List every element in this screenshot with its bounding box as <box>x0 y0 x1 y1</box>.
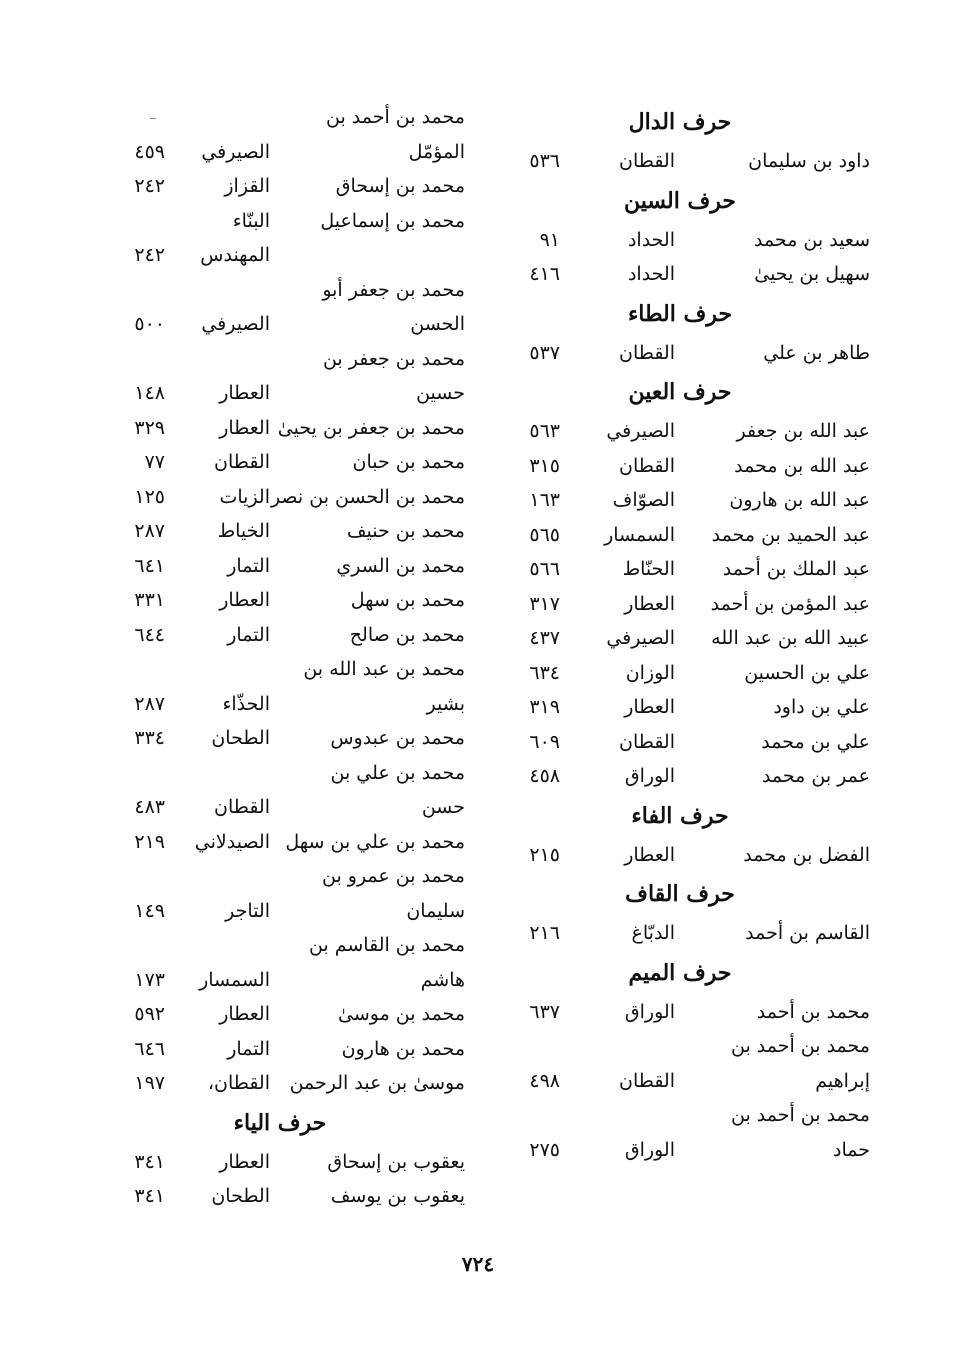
entry-page: ٦٤٤ <box>134 623 165 646</box>
entry-occupation: التمار <box>227 623 270 646</box>
index-entry <box>490 144 870 179</box>
index-entry <box>490 916 870 951</box>
entry-name: علي بن محمد <box>761 730 870 753</box>
entry-page: ٢١٩ <box>134 830 165 853</box>
entry-page: ٢٧٥ <box>529 1138 560 1161</box>
entry-occupation: السمسار <box>604 523 675 546</box>
entry-name: سهيل بن يحيىٰ <box>754 263 870 285</box>
entry-occupation: الدبّاغ <box>631 922 675 944</box>
index-entry <box>95 721 465 756</box>
left-column <box>95 100 465 1214</box>
index-entry <box>490 1133 870 1168</box>
index-entry <box>95 238 465 273</box>
index-entry <box>95 1145 465 1180</box>
index-entry <box>95 790 465 825</box>
index-entry <box>95 618 465 653</box>
entry-name: يعقوب بن يوسف <box>330 1185 465 1207</box>
index-entry <box>95 894 465 929</box>
entry-page: ٣٤١ <box>134 1185 165 1207</box>
entry-name: محمد بن أحمد <box>756 1000 870 1023</box>
entry-occupation: الوراق <box>624 1000 675 1023</box>
index-entry <box>95 1066 465 1101</box>
letter-heading: حرف الياء <box>233 1109 327 1136</box>
index-entry <box>490 414 870 449</box>
entry-name: محمد بن القاسم بن <box>308 934 465 956</box>
index-entry <box>95 307 465 342</box>
entry-page: ٥٦٦ <box>529 558 560 580</box>
entry-page: ٢١٥ <box>529 843 560 866</box>
entry-occupation: القطان <box>618 454 675 477</box>
entry-occupation: العطار <box>219 382 270 404</box>
entry-page: ٤٥٩ <box>134 140 165 163</box>
index-entry <box>490 690 870 725</box>
entry-occupation: القزاز <box>224 175 270 197</box>
index-entry <box>490 995 870 1030</box>
index-entry <box>95 859 465 894</box>
entry-name: محمد بن جعفر بن <box>322 347 465 370</box>
entry-occupation: التمار <box>227 554 270 577</box>
index-entry <box>490 621 870 656</box>
entry-name: محمد بن عبد الله بن <box>303 658 465 680</box>
entry-page: ١٩٧ <box>134 1072 165 1094</box>
entry-name: سليمان <box>406 899 465 922</box>
entry-occupation: البنّاء <box>232 209 270 232</box>
entry-name: محمد بن موسىٰ <box>338 1003 465 1025</box>
entry-occupation: الحداد <box>627 228 675 251</box>
entry-occupation: الصيرفي <box>606 420 675 442</box>
entry-name: محمد بن سهل <box>350 589 465 611</box>
entry-occupation: القطان <box>213 796 270 818</box>
entry-occupation: الطحان <box>211 1185 270 1207</box>
entry-occupation: القطان <box>213 451 270 473</box>
index-entry <box>490 759 870 794</box>
entry-name: هاشم <box>420 968 465 991</box>
index-entry <box>95 514 465 549</box>
index-entry <box>490 1098 870 1133</box>
entry-occupation: القطان <box>618 730 675 753</box>
entry-page: ٤٨٣ <box>134 796 165 818</box>
index-entry <box>490 223 870 258</box>
entry-page: ٣١٩ <box>529 696 560 718</box>
entry-name: محمد بن الحسن بن نصر <box>270 485 465 508</box>
entry-page: ١٦٣ <box>529 489 560 511</box>
letter-heading: حرف الدال <box>628 109 732 135</box>
entry-occupation: السمسار <box>199 968 270 991</box>
entry-page: ٣٣٤ <box>134 727 165 749</box>
entry-name: محمد بن عبدوس <box>330 727 465 749</box>
letter-heading: حرف العين <box>628 379 732 405</box>
index-entry <box>95 1179 465 1214</box>
entry-page: ٥٦٣ <box>529 420 560 442</box>
index-entry <box>95 583 465 618</box>
entry-name: عمر بن محمد <box>761 765 870 787</box>
entry-page: ٦٠٩ <box>529 730 560 753</box>
entry-page: ٤١٦ <box>529 263 560 285</box>
entry-name: محمد بن إسماعيل <box>320 209 465 232</box>
entry-occupation: الصيدلاني <box>194 830 270 853</box>
entry-occupation: القطان، <box>207 1072 270 1094</box>
entry-occupation: الطحان <box>211 727 270 749</box>
index-entry <box>490 838 870 873</box>
index-entry <box>490 1064 870 1099</box>
entry-page: ٤٣٧ <box>529 627 560 649</box>
entry-name: الحسن <box>410 313 465 335</box>
entry-occupation: القطان <box>618 341 675 364</box>
entry-name: محمد بن أحمد بن <box>325 106 465 128</box>
entry-name: علي بن الحسين <box>744 661 870 684</box>
index-entry <box>95 1032 465 1067</box>
index-entry <box>490 587 870 622</box>
entry-page: ٦٤١ <box>134 554 165 577</box>
entry-name: عبد الله بن جعفر <box>736 420 870 442</box>
entry-occupation: العطار <box>624 592 675 615</box>
entry-occupation: المهندس <box>200 244 270 266</box>
entry-page: ٥٩٢ <box>134 1003 165 1025</box>
index-entry <box>95 204 465 239</box>
entry-page: ٦٣٤ <box>529 661 560 684</box>
index-entry <box>95 100 465 135</box>
entry-occupation: العطار <box>624 843 675 866</box>
entry-name: محمد بن حبان <box>352 451 465 473</box>
index-entry <box>95 342 465 377</box>
entry-name: المؤمّل <box>408 140 465 163</box>
index-entry <box>95 135 465 170</box>
entry-page: ٢٤٢ <box>134 244 165 266</box>
entry-name: موسىٰ بن عبد الرحمن <box>289 1072 465 1094</box>
entry-name: عبد المؤمن بن أحمد <box>710 592 870 615</box>
entry-page: ٩١ <box>539 228 560 251</box>
index-entry <box>95 997 465 1032</box>
entry-name: محمد بن جعفر بن يحيىٰ <box>277 416 465 439</box>
page-number: ٧٢٤ <box>461 1252 495 1276</box>
entry-occupation: العطار <box>219 416 270 439</box>
entry-occupation: التاجر <box>225 899 270 922</box>
entry-occupation: الحداد <box>627 263 675 285</box>
entry-page: ٥٠٠ <box>134 313 165 335</box>
entry-page: ٥٣٦ <box>529 150 560 172</box>
index-entry <box>490 1029 870 1064</box>
right-column <box>490 100 870 1167</box>
index-entry <box>95 549 465 584</box>
entry-occupation: الوراق <box>624 1138 675 1161</box>
entry-name: محمد بن حنيف <box>346 520 465 542</box>
index-entry <box>490 449 870 484</box>
entry-page: ٧٧ <box>144 451 165 473</box>
index-entry <box>490 656 870 691</box>
entry-occupation: الصوّاف <box>612 489 675 511</box>
entry-occupation: الصيرفي <box>606 627 675 649</box>
index-entry <box>95 169 465 204</box>
index-entry <box>490 518 870 553</box>
entry-page: ١٤٩ <box>134 899 165 922</box>
entry-occupation: الخياط <box>217 520 270 542</box>
entry-page: ٥٣٧ <box>529 341 560 364</box>
entry-name: سعيد بن محمد <box>753 228 870 251</box>
entry-page: ١٧٣ <box>134 968 165 991</box>
index-entry <box>95 687 465 722</box>
entry-name: محمد بن أحمد بن <box>730 1035 870 1057</box>
index-entry <box>490 336 870 371</box>
entry-name: محمد بن هارون <box>341 1037 465 1060</box>
index-entry <box>490 552 870 587</box>
entry-occupation: الوراق <box>624 765 675 787</box>
entry-occupation: الحذّاء <box>222 692 270 715</box>
entry-name: عبيد الله بن عبد الله <box>711 627 870 649</box>
index-entry <box>95 825 465 860</box>
letter-heading: حرف السين <box>623 187 737 214</box>
entry-page: ٦٤٦ <box>134 1037 165 1060</box>
entry-page: ٣٢٩ <box>134 416 165 439</box>
entry-occupation: العطار <box>219 589 270 611</box>
entry-page: ٦٣٧ <box>529 1000 560 1023</box>
index-entry <box>95 445 465 480</box>
letter-heading: حرف الميم <box>628 959 732 986</box>
entry-name: علي بن داود <box>773 696 870 718</box>
entry-page: ٣٣١ <box>134 589 165 611</box>
entry-name: داود بن سليمان <box>748 150 870 172</box>
entry-name: محمد بن صالح <box>349 623 465 646</box>
entry-name: محمد بن السري <box>336 554 465 577</box>
entry-name: محمد بن أحمد بن <box>730 1104 870 1126</box>
entry-name: محمد بن علي بن <box>330 761 465 784</box>
index-entry <box>95 376 465 411</box>
entry-name: عبد الله بن هارون <box>729 489 870 511</box>
index-entry <box>490 257 870 292</box>
entry-page: ٣٤١ <box>134 1150 165 1173</box>
letter-heading: حرف الفاء <box>631 802 729 829</box>
entry-name: عبد الحميد بن محمد <box>711 523 870 546</box>
entry-page: ٤٥٨ <box>529 765 560 787</box>
entry-occupation: الحنّاط <box>622 558 675 580</box>
index-entry <box>490 725 870 760</box>
index-entry <box>490 483 870 518</box>
entry-page: ٢١٦ <box>529 922 560 944</box>
entry-occupation: العطار <box>624 696 675 718</box>
entry-name: محمد بن عمرو بن <box>321 865 465 887</box>
entry-occupation: الصيرفي <box>201 313 270 335</box>
entry-name: طاهر بن علي <box>763 341 870 364</box>
entry-occupation: الزيات <box>219 485 270 508</box>
entry-page: ١٤٨ <box>134 382 165 404</box>
entry-page: ٢٨٧ <box>134 520 165 542</box>
entry-name: إبراهيم <box>815 1069 870 1092</box>
entry-name: حسين <box>416 382 465 404</box>
entry-occupation: القطان <box>618 1069 675 1092</box>
entry-occupation: القطان <box>618 150 675 172</box>
entry-occupation: التمار <box>227 1037 270 1060</box>
entry-name: محمد بن إسحاق <box>335 175 465 197</box>
entry-occupation: الصيرفي <box>201 140 270 163</box>
index-entry <box>95 928 465 963</box>
entry-occupation: العطار <box>219 1150 270 1173</box>
entry-page: ٢٤٢ <box>134 175 165 197</box>
index-entry <box>95 273 465 308</box>
letter-heading: حرف القاف <box>625 881 735 907</box>
entry-name: محمد بن علي بن سهل <box>285 830 465 853</box>
entry-page: ١٢٥ <box>134 485 165 508</box>
entry-name: القاسم بن أحمد <box>745 922 870 944</box>
index-entry <box>95 963 465 998</box>
entry-name: الفضل بن محمد <box>743 843 870 866</box>
entry-name: بشير <box>426 692 465 715</box>
entry-name: حسن <box>421 796 465 818</box>
entry-page: ٣١٧ <box>529 592 560 615</box>
index-entry <box>95 480 465 515</box>
entry-page: ٤٩٨ <box>529 1069 560 1092</box>
entry-page: ٥٦٥ <box>529 523 560 546</box>
index-entry <box>95 411 465 446</box>
letter-heading: حرف الطاء <box>627 300 733 327</box>
index-entry <box>95 756 465 791</box>
entry-occupation: العطار <box>219 1003 270 1025</box>
entry-page: ٣١٥ <box>529 454 560 477</box>
entry-occupation: الوزان <box>625 661 675 684</box>
entry-name: عبد الملك بن أحمد <box>722 558 870 580</box>
entry-name: يعقوب بن إسحاق <box>327 1150 465 1173</box>
entry-name: محمد بن جعفر أبو <box>322 278 465 301</box>
entry-page: ٢٨٧ <box>134 692 165 715</box>
index-entry <box>95 652 465 687</box>
entry-name: عبد الله بن محمد <box>734 454 870 477</box>
entry-name: حماد <box>833 1138 870 1161</box>
